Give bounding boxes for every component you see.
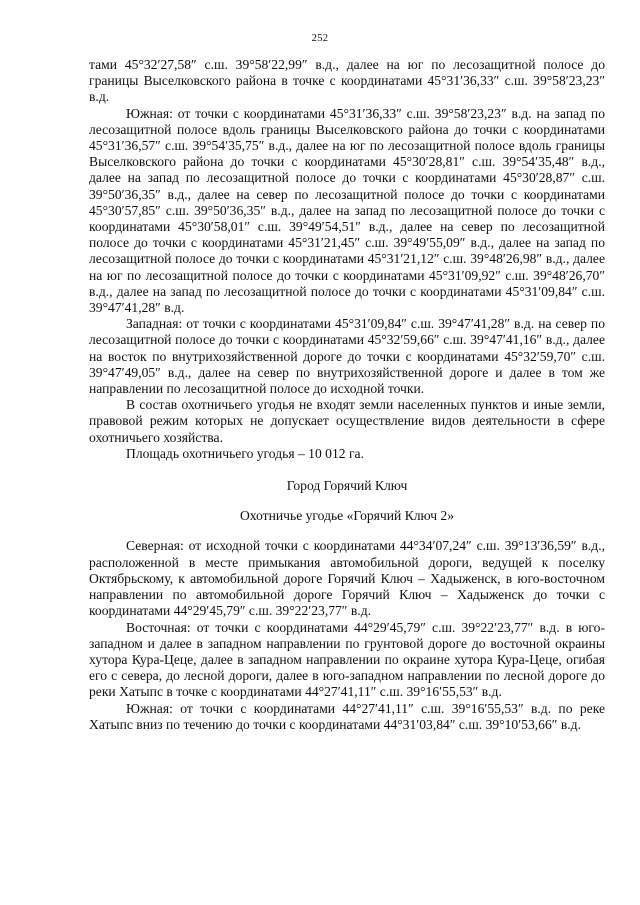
paragraph-north-boundary: Северная: от исходной точки с координатами 44°34′07,24″ с.ш. 39°13′36,59″ в.д., расположенной в месте примыкания автомобильной дороги, ведущей к поселку Октябрьскому, к автомобильной дороге Горячий Ключ – Хадыженск, в юго-восточном направлении по автомобильной дороге Горячий Ключ – Хадыженск до точки с координатами 44°29′45,79″ с.ш. 39°22′23,77″ в.д. [89,538,605,619]
paragraph-continuation: тами 45°32′27,58″ с.ш. 39°58′22,99″ в.д., далее на юг по лесозащитной полосе до границы Выселковского района в точке с координатами 45°31′36,33″ с.ш. 39°58′23,23″ в.д. [89,57,605,105]
spacer [89,462,605,478]
paragraph-south-boundary: Южная: от точки с координатами 45°31′36,33″ с.ш. 39°58′23,23″ в.д. на запад по лесозащитной полосе вдоль границы Выселковского района до точки с координатами 45°31′36,57″ с.ш. 39°54′35,75″ в.д., далее на юг по лесозащитной полосе вдоль границы Выселковского района до точки с координатами 45°30′28,81″ с.ш. 39°54′35,48″ в.д., далее на запад по лесозащитной полосе до точки с координатами 45°30′28,87″ с.ш. 39°50′36,35″ в.д., далее на север по лесозащитной полосе до точки с координатами 45°30′57,85″ с.ш. 39°50′36,35″ в.д., далее на запад по лесозащитной полосе до точки с координатами 45°30′58,01″ с.ш. 39°49′54,51″ в.д., далее на север по лесозащитной полосе до точки с координатами 45°31′21,45″ с.ш. 39°49′55,09″ в.д., далее на запад по лесозащитной полосе до точки с координатами 45°31′21,12″ с.ш. 39°48′26,98″ в.д., далее на юг по лесозащитной полосе до точки с координатами 45°31′09,92″ с.ш. 39°48′26,70″ в.д., далее на запад по лесозащитной полосе до точки с координатами 45°31′09,84″ с.ш. 39°47′41,28″ в.д. [89,105,605,316]
paragraph-east-boundary: Восточная: от точки с координатами 44°29′45,79″ с.ш. 39°22′23,77″ в.д. в юго-западном и далее в западном направлении по грунтовой дороге до восточной окраины хутора Кура-Цеце, далее в западном направлении по окраине хутора Кура-Цеце, огибая его с севера, до лесной дороги, далее в юго-западном направлении по лесной дороге до реки Хатыпс в точке с координатами 44°27′41,11″ с.ш. 39°16′55,53″ в.д. [89,619,605,700]
paragraph-exclusion: В состав охотничьего угодья не входят земли населенных пунктов и иные земли, правовой режим которых не допускает осуществление видов деятельности в сфере охотничьего хозяйства. [89,397,605,445]
page-number: 252 [311,33,329,44]
heading-city: Город Горячий Ключ [286,478,408,494]
paragraph-area: Площадь охотничьего угодья – 10 012 га. [126,445,364,461]
document-body [89,57,605,733]
spacer [89,494,605,508]
spacer [89,524,605,538]
paragraph-south-boundary-2: Южная: от точки с координатами 44°27′41,11″ с.ш. 39°16′55,53″ в.д. по реке Хатыпс вниз по течению до точки с координатами 44°31′03,84″ с.ш. 39°10′53,66″ в.д. [89,700,605,732]
heading-hunting-ground: Охотничье угодье «Горячий Ключ 2» [239,508,455,524]
paragraph-west-boundary: Западная: от точки с координатами 45°31′09,84″ с.ш. 39°47′41,28″ в.д. на север по лесозащитной полосе до точки с координатами 45°32′59,66″ с.ш. 39°47′41,16″ в.д., далее на восток по внутрихозяйственной дороге до точки с координатами 45°32′59,70″ с.ш. 39°47′49,05″ в.д., далее на север по внутрихозяйственной дороге и далее в том же направлении по лесозащитной полосе до исходной точки. [89,316,605,397]
